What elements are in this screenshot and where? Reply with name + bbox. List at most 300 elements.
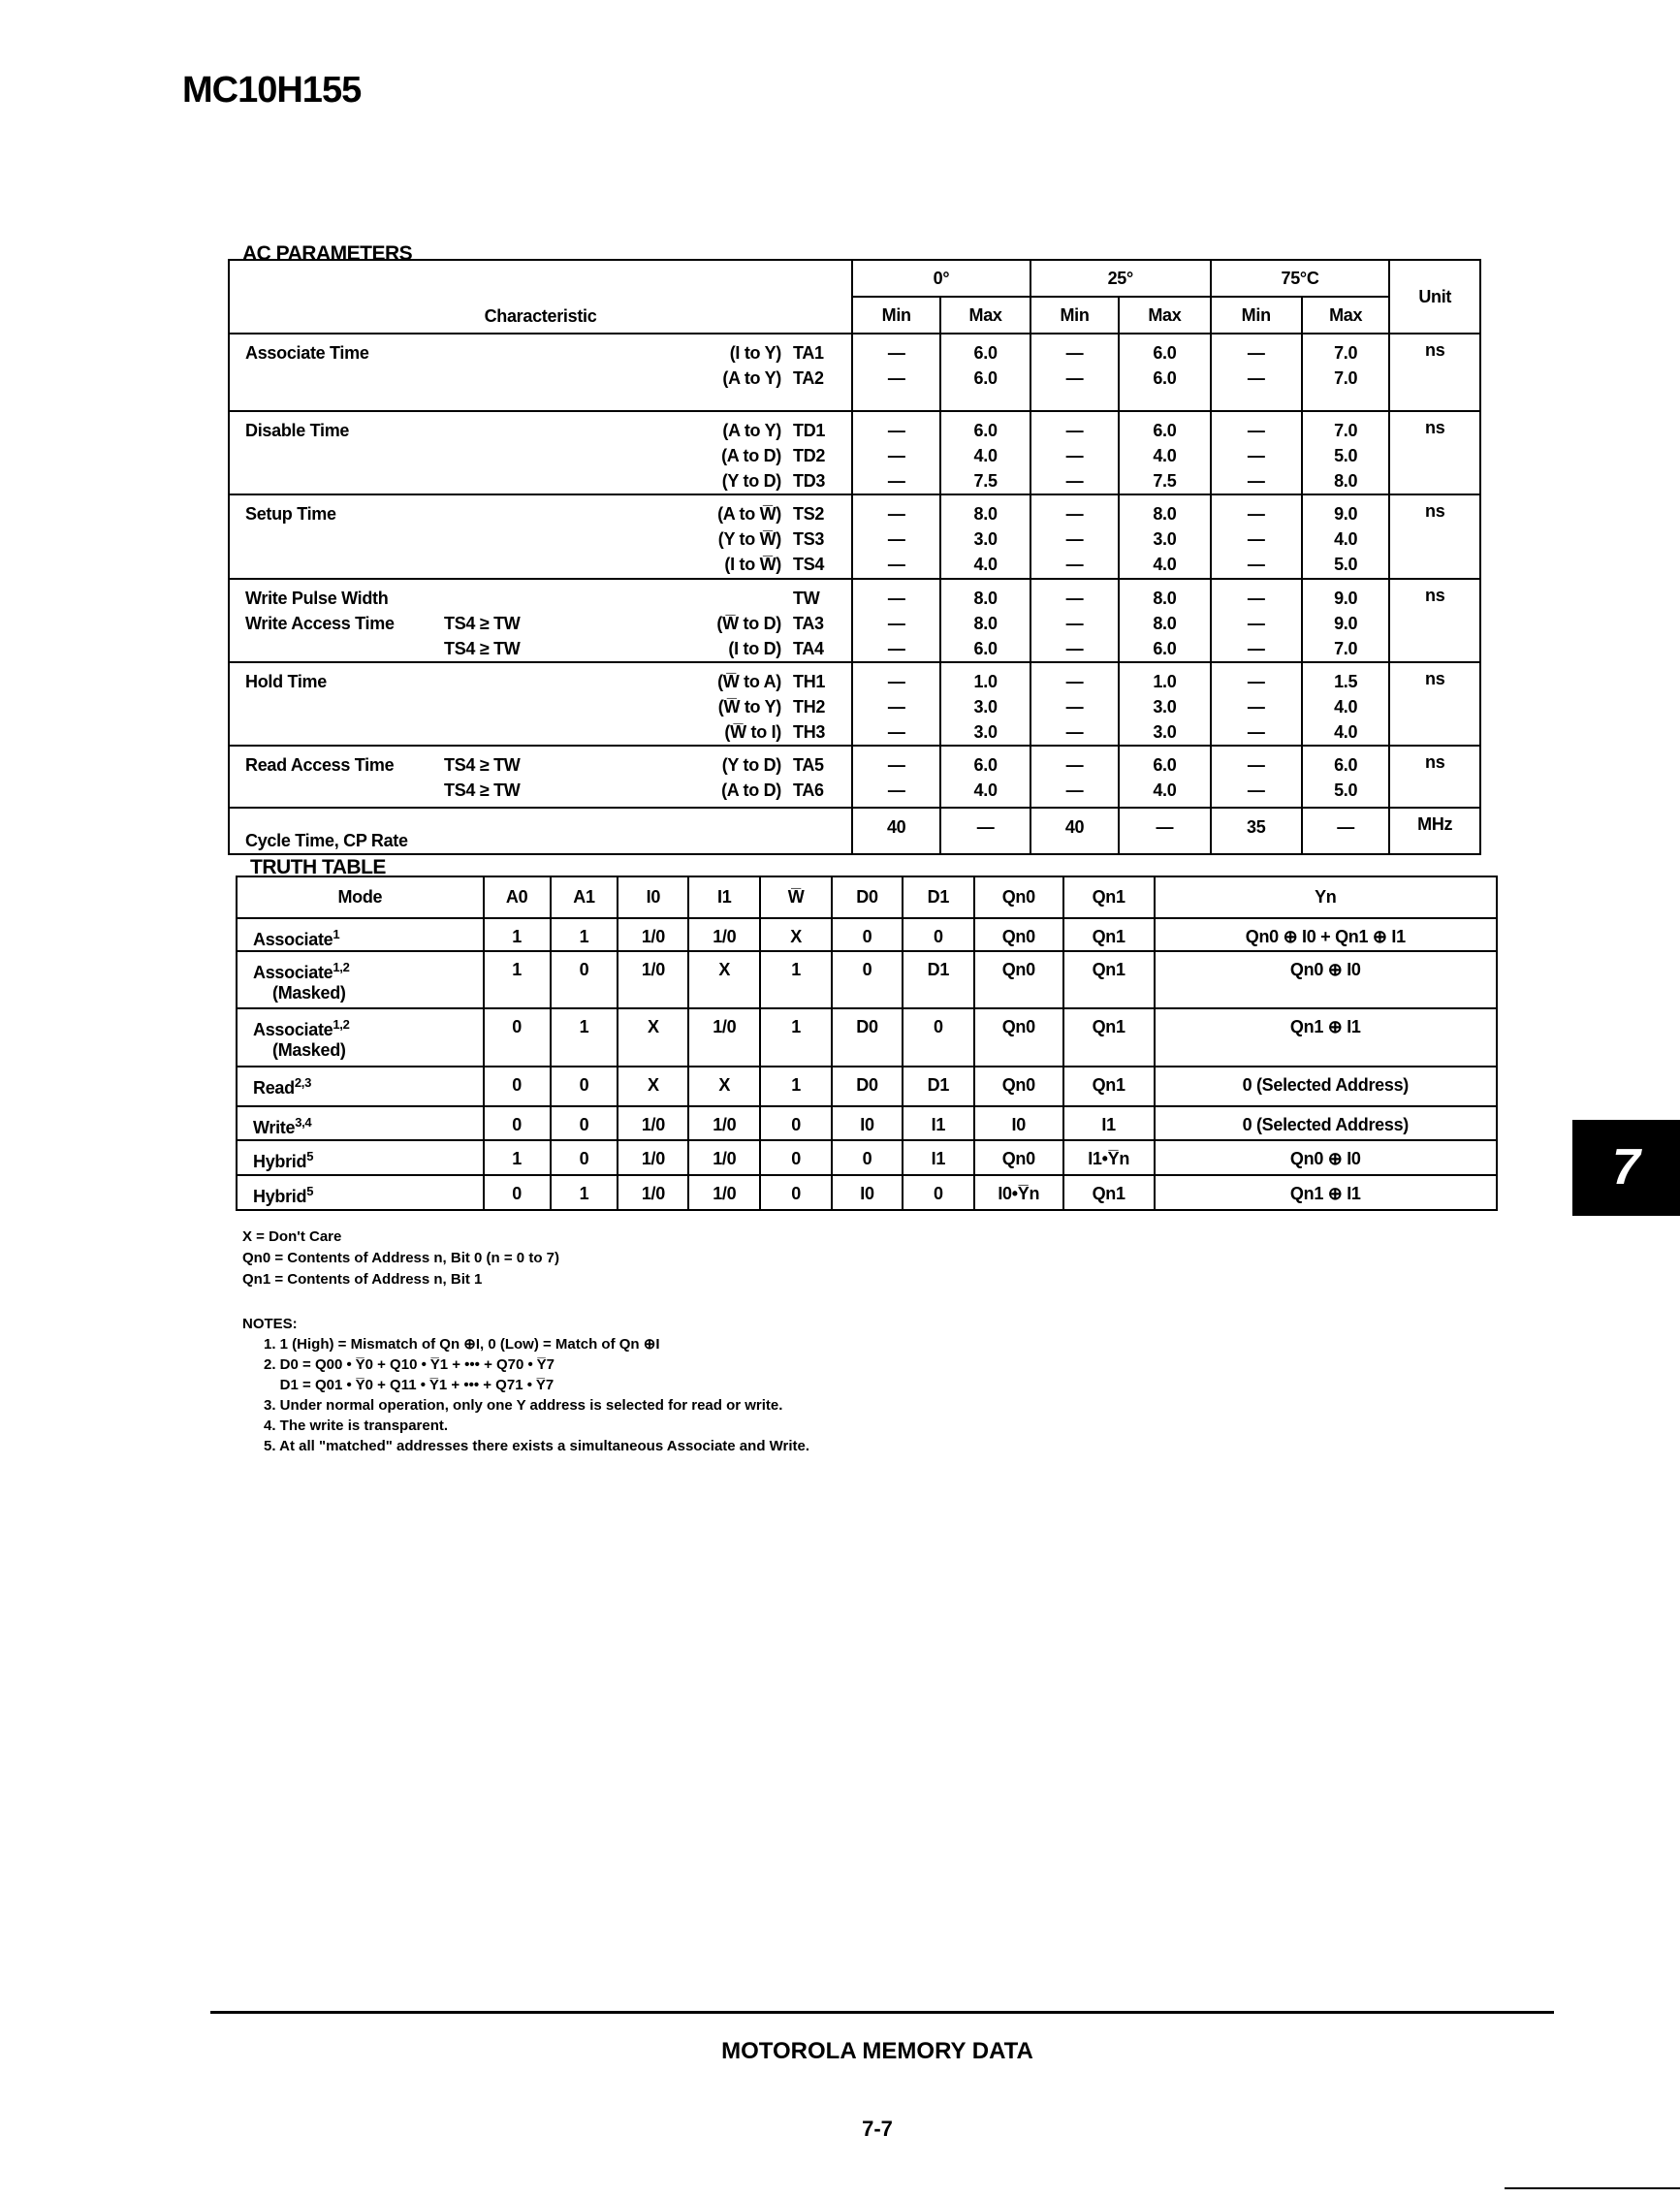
note-item: 2. D0 = Q00 • Y̅0 + Q10 • Y̅1 + ••• + Q70 • Y̅7 xyxy=(264,1356,555,1373)
parameter-label: Setup Time xyxy=(245,504,336,524)
truth-cell: X xyxy=(688,1067,760,1106)
temp-header-25: 25° xyxy=(1030,260,1211,297)
characteristic-lines xyxy=(230,495,851,577)
truth-cell: 1 xyxy=(551,1175,618,1210)
value: 8.0 xyxy=(973,504,998,524)
symbol: TD1 xyxy=(793,421,826,440)
value: 6.0 xyxy=(1153,755,1177,775)
column-header: A1 xyxy=(551,876,618,918)
value: — xyxy=(887,697,905,717)
truth-cell: Qn1 ⊕ I1 xyxy=(1155,1175,1497,1210)
value: — xyxy=(976,817,995,837)
characteristic-lines xyxy=(230,663,851,745)
symbol: TW xyxy=(793,589,820,608)
mode-note-ref: 1,2 xyxy=(333,1017,350,1032)
truth-cell: D1 xyxy=(903,1067,974,1106)
symbol: TS4 xyxy=(793,555,825,574)
parameter-label: Associate Time xyxy=(245,343,369,363)
truth-cell: 0 (Selected Address) xyxy=(1155,1106,1497,1140)
signal-pair: (Y to D) xyxy=(721,755,781,775)
column-header: Mode xyxy=(237,876,484,918)
characteristic-cell xyxy=(229,411,852,494)
page-number: 7-7 xyxy=(862,2117,893,2141)
condition: TS4 ≥ TW xyxy=(444,614,521,633)
value: — xyxy=(887,672,905,691)
truth-cell: 1/0 xyxy=(618,1106,688,1140)
truth-row xyxy=(237,1106,1497,1140)
column-header: A0 xyxy=(484,876,551,918)
mode-note-ref: 1,2 xyxy=(333,960,350,974)
symbol xyxy=(793,814,851,840)
condition xyxy=(444,443,657,468)
value: — xyxy=(887,614,905,633)
mode-note-ref: 5 xyxy=(306,1149,314,1163)
symbol: TH1 xyxy=(793,672,826,691)
column-header: Qn1 xyxy=(1063,876,1155,918)
value: — xyxy=(1065,343,1084,363)
mode-note-ref: 5 xyxy=(306,1184,314,1198)
value-cell xyxy=(1302,579,1390,662)
value: 6.0 xyxy=(973,421,998,440)
mode-cell xyxy=(237,951,484,1008)
value: 8.0 xyxy=(973,589,998,608)
value: — xyxy=(887,529,905,549)
value-cell xyxy=(1119,662,1210,746)
value: — xyxy=(887,504,905,524)
mode-cell xyxy=(237,1008,484,1067)
value: 6.0 xyxy=(973,639,998,658)
signal-pair: (Y to W̅) xyxy=(717,529,781,549)
value: — xyxy=(1247,755,1265,775)
truth-cell: 1/0 xyxy=(618,1140,688,1175)
value-cell xyxy=(1211,579,1302,662)
symbol: TS3 xyxy=(793,529,825,549)
truth-cell: I1 xyxy=(903,1140,974,1175)
max-header: Max xyxy=(1302,297,1390,334)
value-cell xyxy=(1119,411,1210,494)
value: 4.0 xyxy=(973,446,998,465)
value: — xyxy=(1337,817,1354,837)
signal-pair: (A to W̅) xyxy=(717,504,781,524)
value: 1.0 xyxy=(973,672,998,691)
parameter-label: Write Pulse Width xyxy=(245,589,389,608)
legend xyxy=(242,1226,559,1290)
parameter-label: Read Access Time xyxy=(245,755,395,775)
symbol: TA4 xyxy=(793,639,824,658)
value: 9.0 xyxy=(1334,589,1358,608)
signal-pair: (W̅ to D) xyxy=(716,614,781,633)
column-header: Qn0 xyxy=(974,876,1063,918)
value: — xyxy=(1247,672,1265,691)
column-header: W̅ xyxy=(760,876,832,918)
truth-cell: 1/0 xyxy=(688,1140,760,1175)
value: 3.0 xyxy=(973,722,998,742)
mode-cell xyxy=(237,1067,484,1106)
parameter-label xyxy=(245,694,444,719)
truth-cell: I1•Y̅n xyxy=(1063,1140,1155,1175)
value: — xyxy=(1065,722,1084,742)
value: — xyxy=(1065,368,1084,388)
value: — xyxy=(1065,614,1084,633)
value: — xyxy=(1065,555,1084,574)
value-cell xyxy=(1302,411,1390,494)
value-cell xyxy=(852,662,940,746)
parameter-label xyxy=(245,636,444,661)
mode-cell xyxy=(237,918,484,951)
truth-cell: 0 xyxy=(551,1067,618,1106)
truth-cell: 1 xyxy=(760,951,832,1008)
truth-cell: 0 xyxy=(903,1008,974,1067)
mode-note-ref: 3,4 xyxy=(295,1115,312,1130)
value: — xyxy=(1247,471,1265,491)
truth-cell: I0 xyxy=(832,1106,903,1140)
truth-cell: 0 xyxy=(832,1140,903,1175)
value: — xyxy=(1247,722,1265,742)
signal-pair: (I to Y) xyxy=(729,343,781,363)
truth-cell: Qn1 xyxy=(1063,1175,1155,1210)
parameter-label: Write Access Time xyxy=(245,614,395,633)
value: — xyxy=(1065,639,1084,658)
truth-cell: 1 xyxy=(551,1008,618,1067)
temp-header-75: 75°C xyxy=(1211,260,1390,297)
value-cell xyxy=(1211,334,1302,411)
mode-label: Associate xyxy=(253,930,333,949)
condition xyxy=(444,586,657,611)
truth-row xyxy=(237,951,1497,1008)
signal-pair: (I to W̅) xyxy=(724,555,781,574)
column-header: D1 xyxy=(903,876,974,918)
mode-label: Associate xyxy=(253,963,333,982)
unit-header: Unit xyxy=(1389,260,1480,334)
value: 9.0 xyxy=(1334,614,1358,633)
truth-row xyxy=(237,1008,1497,1067)
ac-parameters-heading: AC PARAMETERS xyxy=(242,242,413,265)
value: — xyxy=(1065,697,1084,717)
characteristic-lines xyxy=(230,334,851,391)
ac-parameters-table xyxy=(228,259,1481,855)
value: — xyxy=(1247,368,1265,388)
value: — xyxy=(1065,589,1084,608)
condition xyxy=(444,468,657,494)
symbol: TA3 xyxy=(793,614,824,633)
truth-cell: 1 xyxy=(484,1140,551,1175)
value-cell xyxy=(1030,494,1119,579)
value-cell xyxy=(940,411,1030,494)
truth-cell: Qn0 xyxy=(974,918,1063,951)
value: 5.0 xyxy=(1334,780,1358,800)
column-header: I1 xyxy=(688,876,760,918)
mode-label: Associate xyxy=(253,1020,333,1039)
signal-pair: (W̅ to A) xyxy=(717,672,781,691)
value: 8.0 xyxy=(1153,614,1177,633)
truth-table-heading: TRUTH TABLE xyxy=(250,856,386,878)
symbol: TA6 xyxy=(793,780,824,800)
value: — xyxy=(1247,589,1265,608)
condition xyxy=(444,340,657,366)
value: — xyxy=(887,722,905,742)
unit-cell: ns xyxy=(1389,494,1480,579)
mode-label: Hybrid xyxy=(253,1152,307,1171)
characteristic-lines xyxy=(230,747,851,803)
parameter-label xyxy=(245,778,444,803)
characteristic-cell xyxy=(229,494,852,579)
value: 7.0 xyxy=(1334,421,1358,440)
truth-cell: D0 xyxy=(832,1067,903,1106)
legend-item: X = Don't Care xyxy=(242,1228,342,1245)
document-title: MC10H155 xyxy=(182,70,362,111)
symbol: TD3 xyxy=(793,471,826,491)
signal-pair: (Y to D) xyxy=(721,471,781,491)
min-header: Min xyxy=(852,297,940,334)
truth-cell: Qn0 xyxy=(974,1008,1063,1067)
truth-cell: Qn0 ⊕ I0 xyxy=(1155,951,1497,1008)
value: 3.0 xyxy=(1153,697,1177,717)
truth-cell: Qn0 xyxy=(974,1140,1063,1175)
value-cell xyxy=(940,808,1030,854)
truth-table xyxy=(236,876,1498,1211)
value-cell xyxy=(1211,662,1302,746)
min-header: Min xyxy=(1211,297,1302,334)
symbol: TH3 xyxy=(793,722,826,742)
value: — xyxy=(1065,529,1084,549)
ac-row xyxy=(229,808,1480,854)
value: 6.0 xyxy=(1153,343,1177,363)
truth-cell: X xyxy=(618,1008,688,1067)
value: — xyxy=(1247,780,1265,800)
symbol: TH2 xyxy=(793,697,826,717)
value: — xyxy=(1247,614,1265,633)
signal-pair: (W̅ to I) xyxy=(724,722,781,742)
value: 40 xyxy=(1064,817,1085,837)
truth-cell: 0 xyxy=(760,1140,832,1175)
signal-pair: (W̅ to Y) xyxy=(717,697,781,717)
truth-cell: 0 xyxy=(903,918,974,951)
value: 3.0 xyxy=(1153,722,1177,742)
footer-text: MOTOROLA MEMORY DATA xyxy=(721,2038,1033,2064)
truth-cell: 0 xyxy=(760,1106,832,1140)
max-header: Max xyxy=(940,297,1030,334)
truth-cell: I1 xyxy=(903,1106,974,1140)
characteristic-cell xyxy=(229,808,852,854)
value: 7.5 xyxy=(973,471,998,491)
truth-cell: 1 xyxy=(484,918,551,951)
truth-cell: I0•Y̅n xyxy=(974,1175,1063,1210)
truth-row xyxy=(237,918,1497,951)
value-cell xyxy=(852,494,940,579)
value-cell xyxy=(1119,494,1210,579)
value: 4.0 xyxy=(1334,722,1358,742)
value: — xyxy=(1247,504,1265,524)
truth-cell: I1 xyxy=(1063,1106,1155,1140)
ac-row xyxy=(229,746,1480,808)
characteristic-lines xyxy=(230,809,851,853)
truth-cell: 0 xyxy=(832,951,903,1008)
unit-cell: ns xyxy=(1389,662,1480,746)
value-cell xyxy=(940,662,1030,746)
column-header: Yn xyxy=(1155,876,1497,918)
characteristic-lines xyxy=(230,580,851,661)
notes xyxy=(242,1314,809,1456)
value: 7.0 xyxy=(1334,639,1358,658)
parameter-label xyxy=(245,468,444,494)
value: 6.0 xyxy=(973,755,998,775)
truth-cell: 0 xyxy=(484,1067,551,1106)
truth-cell: 1 xyxy=(760,1067,832,1106)
value: 4.0 xyxy=(1334,697,1358,717)
note-item: 5. At all "matched" addresses there exists a simultaneous Associate and Write. xyxy=(264,1438,810,1454)
value-cell xyxy=(852,746,940,808)
symbol: TA5 xyxy=(793,755,824,775)
value: 1.0 xyxy=(1153,672,1177,691)
truth-row xyxy=(237,1067,1497,1106)
value: 8.0 xyxy=(973,614,998,633)
value: 8.0 xyxy=(1334,471,1358,491)
condition xyxy=(444,814,657,840)
value: 3.0 xyxy=(973,529,998,549)
notes-heading: NOTES: xyxy=(242,1316,298,1332)
value: 3.0 xyxy=(973,697,998,717)
value-cell xyxy=(940,579,1030,662)
condition xyxy=(444,719,657,745)
truth-cell: Qn0 xyxy=(974,951,1063,1008)
mode-cell xyxy=(237,1140,484,1175)
truth-cell: Qn1 xyxy=(1063,918,1155,951)
unit-cell: ns xyxy=(1389,579,1480,662)
value-cell xyxy=(1302,662,1390,746)
truth-cell: X xyxy=(618,1067,688,1106)
value: — xyxy=(1065,672,1084,691)
characteristic-header: Characteristic xyxy=(229,260,852,334)
value: 6.0 xyxy=(1153,639,1177,658)
parameter-label xyxy=(245,719,444,745)
value: — xyxy=(887,780,905,800)
column-header: I0 xyxy=(618,876,688,918)
legend-item: Qn1 = Contents of Address n, Bit 1 xyxy=(242,1271,483,1288)
value-cell xyxy=(1030,334,1119,411)
symbol: TD2 xyxy=(793,446,826,465)
mode-label: Write xyxy=(253,1118,296,1137)
value: 40 xyxy=(886,817,906,837)
characteristic-cell xyxy=(229,746,852,808)
value: — xyxy=(887,555,905,574)
characteristic-cell xyxy=(229,334,852,411)
unit-cell: ns xyxy=(1389,334,1480,411)
signal-pair xyxy=(657,814,793,840)
parameter-label: Hold Time xyxy=(245,672,327,691)
truth-cell: 0 xyxy=(760,1175,832,1210)
value: — xyxy=(887,343,905,363)
truth-cell: X xyxy=(688,951,760,1008)
mode-cell xyxy=(237,1106,484,1140)
value: — xyxy=(1247,446,1265,465)
column-header: D0 xyxy=(832,876,903,918)
truth-cell: Qn1 xyxy=(1063,951,1155,1008)
value-cell xyxy=(1211,808,1302,854)
truth-cell: Qn1 xyxy=(1063,1067,1155,1106)
condition xyxy=(444,694,657,719)
value: — xyxy=(1065,755,1084,775)
value: 9.0 xyxy=(1334,504,1358,524)
parameter-label: Disable Time xyxy=(245,421,350,440)
note-item: 3. Under normal operation, only one Y address is selected for read or write. xyxy=(264,1397,783,1414)
value-cell xyxy=(1119,746,1210,808)
value: — xyxy=(1247,529,1265,549)
value: — xyxy=(1247,421,1265,440)
value-cell xyxy=(1030,808,1119,854)
temp-header-0: 0° xyxy=(852,260,1030,297)
characteristic-cell xyxy=(229,579,852,662)
note-item: 4. The write is transparent. xyxy=(264,1418,449,1434)
value: — xyxy=(1247,343,1265,363)
corner-rule xyxy=(1505,2187,1680,2189)
value: 6.0 xyxy=(1153,368,1177,388)
value: 7.5 xyxy=(1153,471,1177,491)
value-cell xyxy=(1030,411,1119,494)
value: — xyxy=(1247,555,1265,574)
signal-pair: (A to Y) xyxy=(722,368,781,388)
ac-row xyxy=(229,411,1480,494)
truth-cell: 0 xyxy=(903,1175,974,1210)
value-cell xyxy=(940,746,1030,808)
value-cell xyxy=(1211,746,1302,808)
mode-label: Read xyxy=(253,1078,295,1098)
truth-cell: 1/0 xyxy=(688,1175,760,1210)
note-item: D1 = Q01 • Y̅0 + Q11 • Y̅1 + ••• + Q71 • Y̅7 xyxy=(264,1377,555,1393)
value-cell xyxy=(1030,746,1119,808)
value-cell xyxy=(1302,746,1390,808)
parameter-label xyxy=(245,552,444,577)
truth-cell: I0 xyxy=(974,1106,1063,1140)
condition: TS4 ≥ TW xyxy=(444,639,521,658)
truth-cell: 1 xyxy=(760,1008,832,1067)
truth-row xyxy=(237,1175,1497,1210)
max-header: Max xyxy=(1119,297,1210,334)
truth-cell: 1 xyxy=(484,951,551,1008)
parameter-label xyxy=(245,526,444,552)
characteristic-lines xyxy=(230,412,851,494)
value: — xyxy=(887,421,905,440)
truth-cell: D0 xyxy=(832,1008,903,1067)
value: 7.0 xyxy=(1334,368,1358,388)
value: — xyxy=(1065,780,1084,800)
signal-pair: (A to D) xyxy=(721,446,781,465)
value: — xyxy=(1247,639,1265,658)
value-cell xyxy=(1302,808,1390,854)
truth-cell: Qn0 ⊕ I0 + Qn1 ⊕ I1 xyxy=(1155,918,1497,951)
parameter-label xyxy=(245,366,444,391)
ac-row xyxy=(229,334,1480,411)
value: 4.0 xyxy=(973,780,998,800)
condition xyxy=(444,366,657,391)
truth-cell: 1/0 xyxy=(688,1008,760,1067)
truth-cell: 1 xyxy=(551,918,618,951)
min-header: Min xyxy=(1030,297,1119,334)
symbol: TA2 xyxy=(793,368,824,388)
value-cell xyxy=(1302,334,1390,411)
truth-cell: Qn1 xyxy=(1063,1008,1155,1067)
value-cell xyxy=(1030,662,1119,746)
truth-cell: Qn1 ⊕ I1 xyxy=(1155,1008,1497,1067)
condition: TS4 ≥ TW xyxy=(444,780,521,800)
value-cell xyxy=(940,494,1030,579)
value: — xyxy=(887,589,905,608)
truth-cell: I0 xyxy=(832,1175,903,1210)
value-cell xyxy=(852,808,940,854)
truth-cell: 0 xyxy=(551,1106,618,1140)
signal-pair: (A to D) xyxy=(721,780,781,800)
condition: TS4 ≥ TW xyxy=(444,755,521,775)
signal-pair: (A to Y) xyxy=(722,421,781,440)
